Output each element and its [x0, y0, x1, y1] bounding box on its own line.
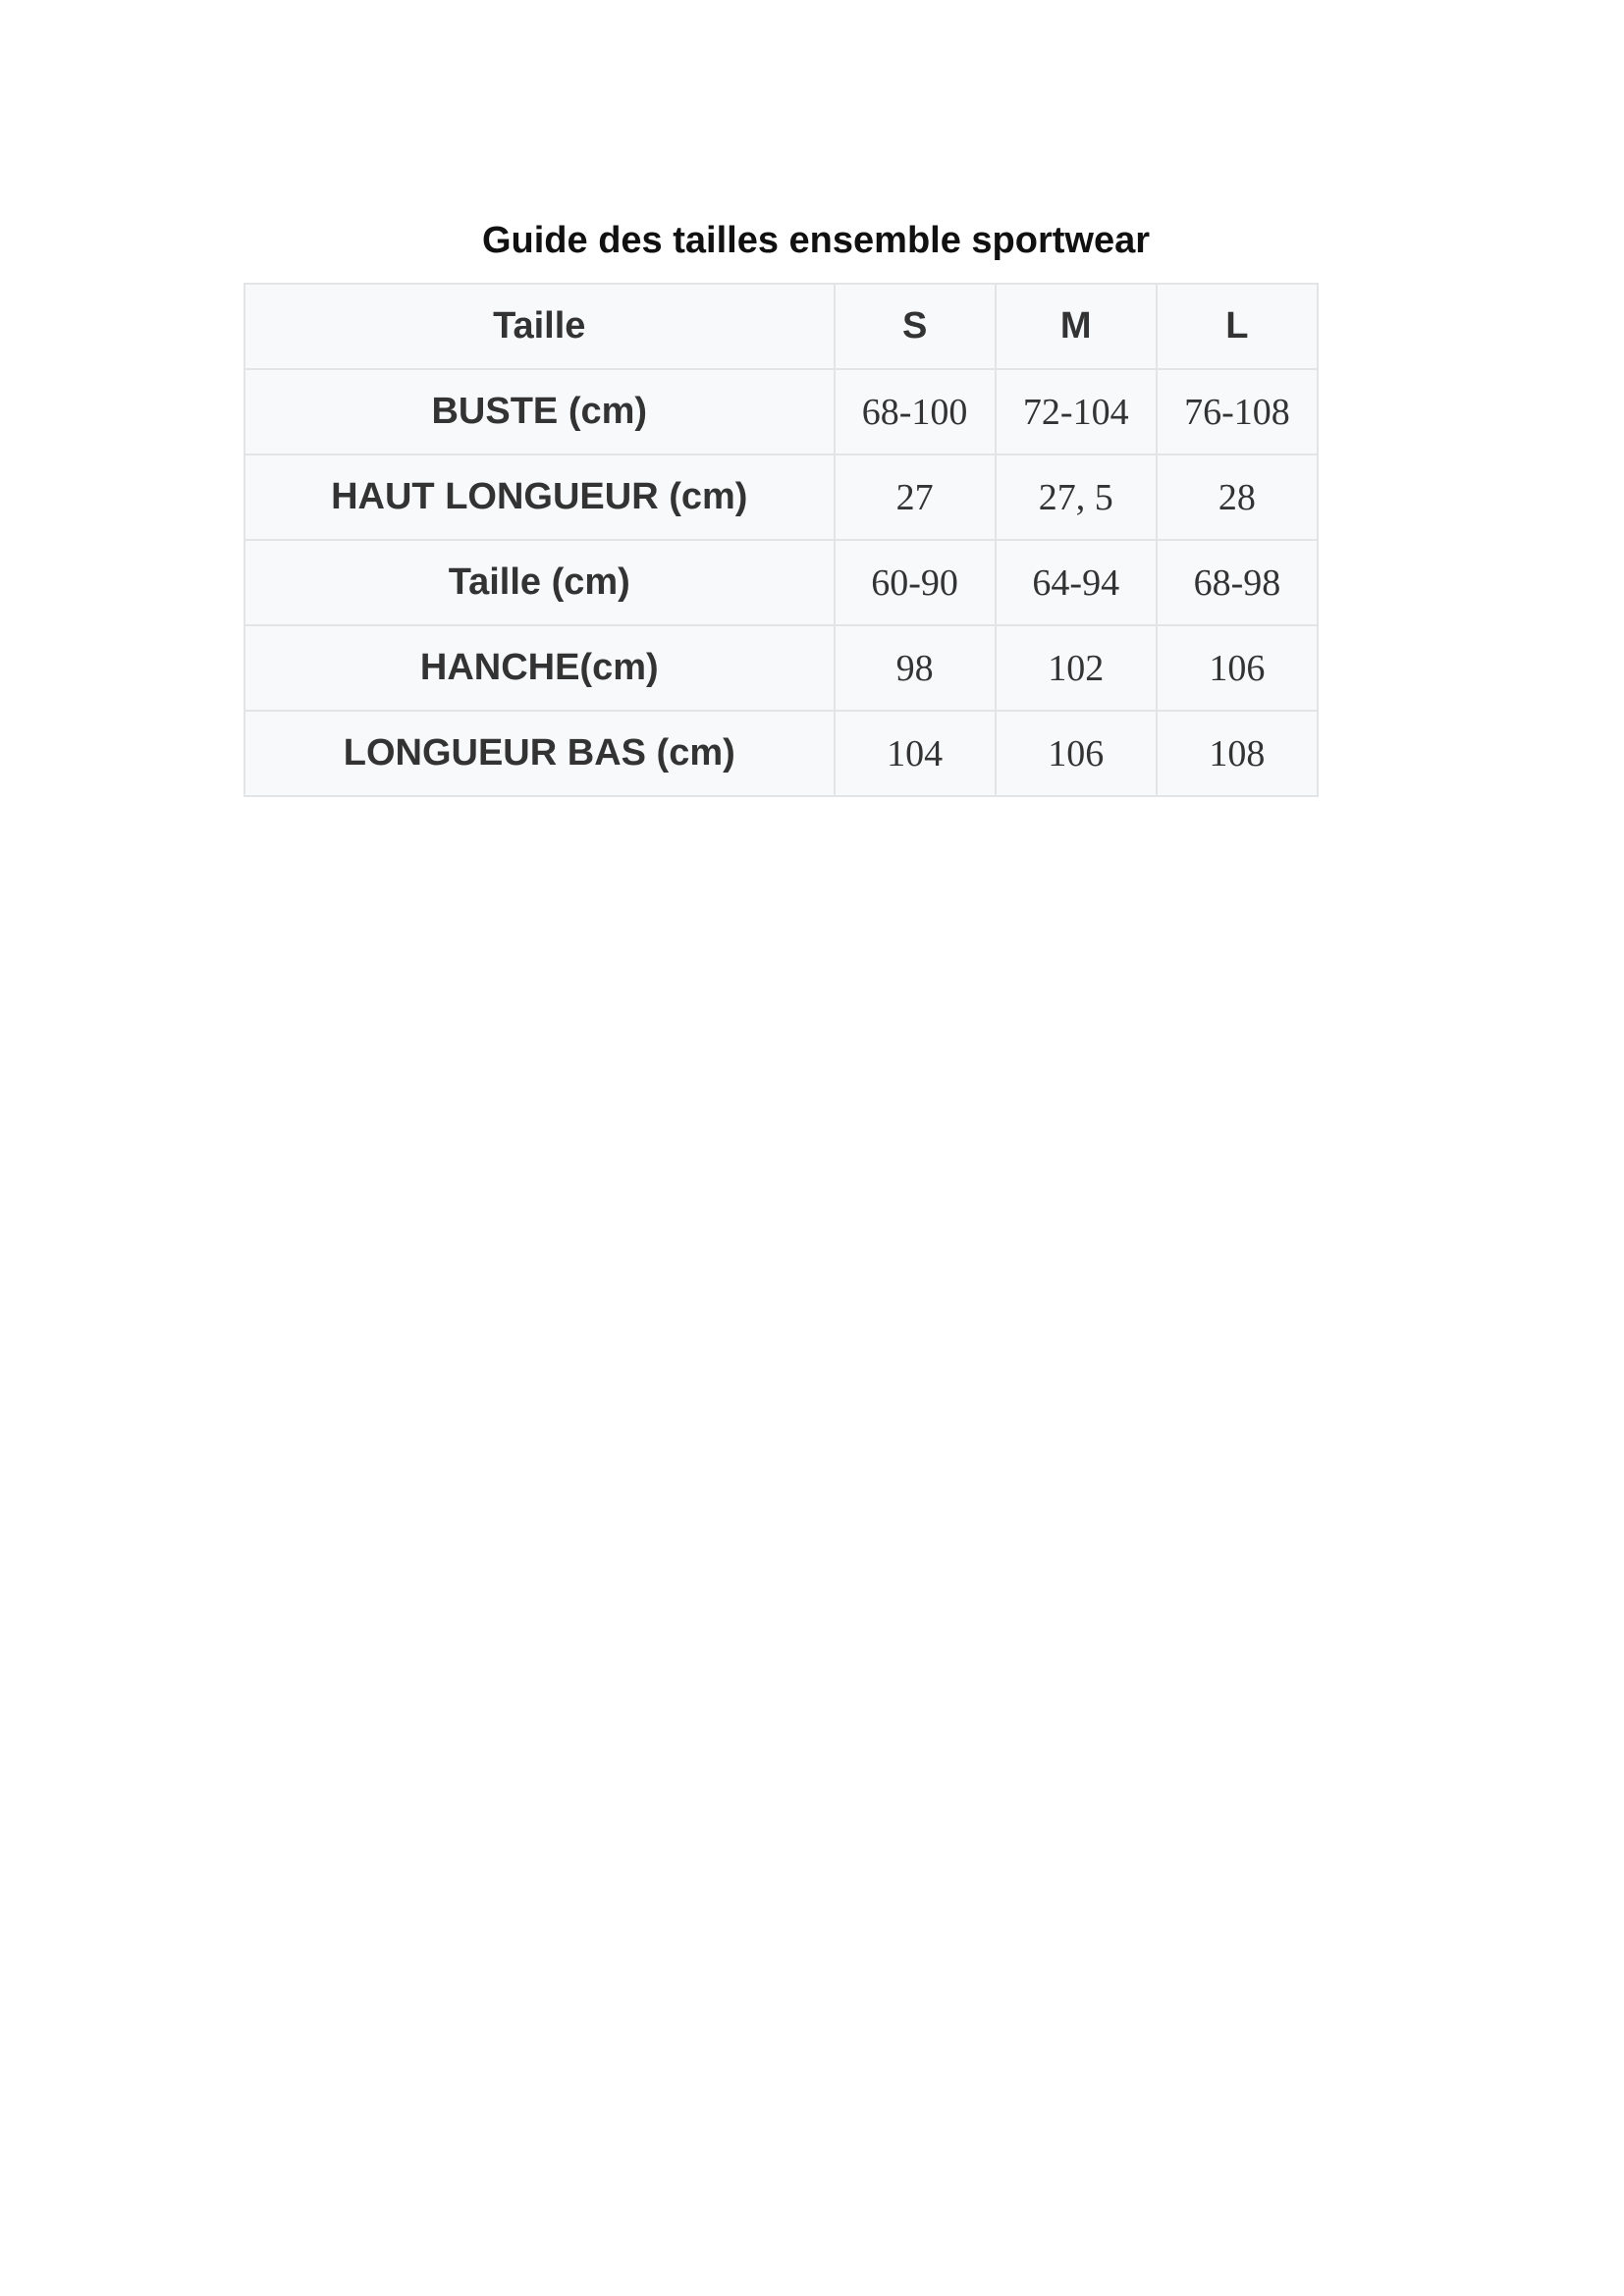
table-row: [244, 454, 1318, 540]
header-label-cell: Taille: [244, 284, 835, 369]
size-guide-table: [244, 283, 1319, 797]
page-title: Guide des tailles ensemble sportwear: [481, 220, 1151, 261]
table-row: [244, 711, 1318, 796]
value-cell: 104: [835, 711, 996, 796]
header-size-m: M: [996, 284, 1157, 369]
table-header-row: [244, 284, 1318, 369]
value-cell: 60-90: [835, 540, 996, 625]
row-label: BUSTE (cm): [244, 369, 835, 454]
value-cell: 108: [1157, 711, 1318, 796]
value-cell: 27: [835, 454, 996, 540]
value-cell: 106: [996, 711, 1157, 796]
value-cell: 68-100: [835, 369, 996, 454]
value-cell: 28: [1157, 454, 1318, 540]
value-cell: 98: [835, 625, 996, 711]
value-cell: 64-94: [996, 540, 1157, 625]
value-cell: 102: [996, 625, 1157, 711]
table-row: [244, 625, 1318, 711]
header-size-l: L: [1157, 284, 1318, 369]
row-label: Taille (cm): [244, 540, 835, 625]
table-row: [244, 540, 1318, 625]
header-size-s: S: [835, 284, 996, 369]
value-cell: 106: [1157, 625, 1318, 711]
row-label: HAUT LONGUEUR (cm): [244, 454, 835, 540]
value-cell: 68-98: [1157, 540, 1318, 625]
value-cell: 27, 5: [996, 454, 1157, 540]
value-cell: 76-108: [1157, 369, 1318, 454]
row-label: HANCHE(cm): [244, 625, 835, 711]
table-row: [244, 369, 1318, 454]
value-cell: 72-104: [996, 369, 1157, 454]
row-label: LONGUEUR BAS (cm): [244, 711, 835, 796]
